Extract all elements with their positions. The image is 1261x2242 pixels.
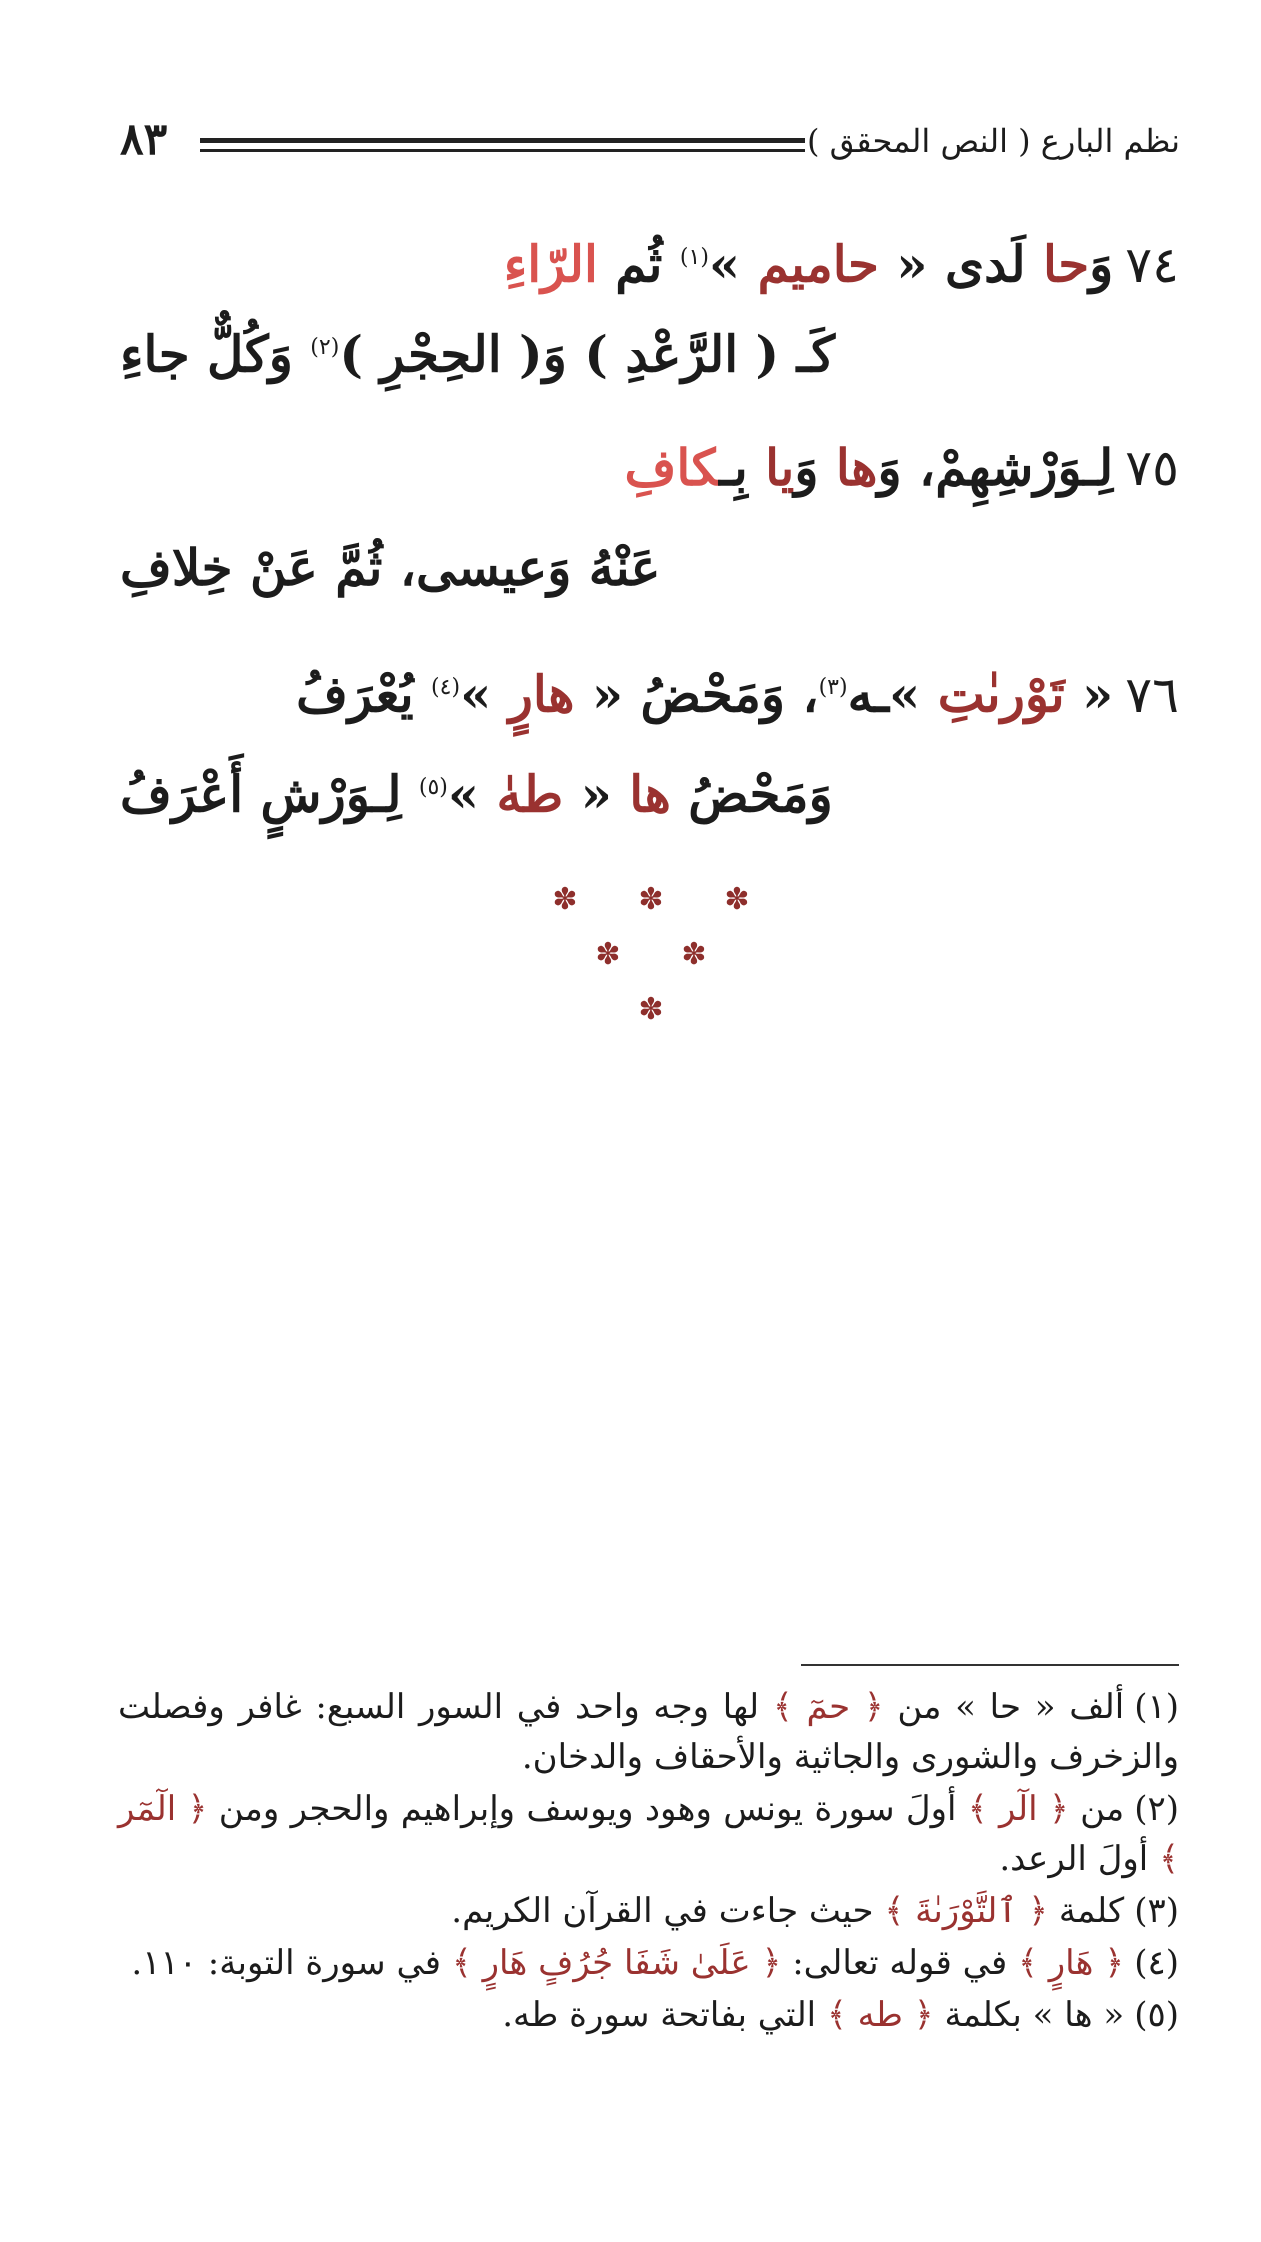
footnotes <box>118 1682 1179 2042</box>
footnote-text: في قوله تعالى: <box>781 1943 1019 1983</box>
quran-quote: ﴿ حمٓ ﴾ <box>772 1687 884 1727</box>
verse-highlight: حا <box>1042 234 1090 294</box>
footnote-marker: (١) <box>679 245 709 270</box>
footnote-marker: (٣) <box>818 675 848 700</box>
page-number: ٨٣ <box>120 114 168 165</box>
quran-quote: ﴿ طه ﴾ <box>826 1995 934 2035</box>
verse-number: ٧٥ <box>1125 439 1179 497</box>
footnote-text: أولَ سورة يونس وهود ويوسف وإبراهيم والحجر ومن <box>207 1789 968 1829</box>
footnote-marker: (٢) <box>310 335 340 360</box>
footnote-text: لها وجه واحد في السور السبع: غافر وفصلت والزخرف والشورى والجاثية والأحقاف والدخان. <box>118 1687 1179 1777</box>
verse-text: وَ <box>1089 234 1114 294</box>
footnote-number: (١) <box>1134 1687 1179 1727</box>
footnote-text: ألف « حا » من <box>883 1687 1125 1727</box>
verse-number: ٧٦ <box>1125 665 1179 724</box>
verse-text: يُعْرَفُ <box>296 664 432 724</box>
quran-quote: ﴿ الٓمٓر ﴾ <box>118 1789 1179 1879</box>
verse-76-first-hemistich <box>120 648 1179 728</box>
verse-75-first-hemistich <box>120 428 1179 508</box>
header-rule <box>200 138 805 152</box>
footnote-text: من <box>1068 1789 1125 1829</box>
verse-text: « <box>1064 664 1114 724</box>
footnote-number: (٢) <box>1134 1789 1180 1829</box>
footnote-marker: (٥) <box>418 775 448 800</box>
verse-highlight: ها <box>835 438 878 497</box>
footnote-number: (٣) <box>1134 1891 1179 1931</box>
verse-text: ثُم <box>597 234 680 294</box>
verse-highlight: يا <box>765 438 795 497</box>
verse-74-second-hemistich <box>120 308 1179 388</box>
verse-75-second-hemistich <box>120 528 1179 608</box>
verse-74-first-hemistich <box>120 218 1179 298</box>
footnote-4 <box>118 1938 1179 1988</box>
header-rule-thick <box>200 138 805 143</box>
verse-text: بِـ <box>719 438 766 497</box>
verse-highlight: طهٰ <box>496 764 564 824</box>
verse-highlight: هارٍ <box>508 664 575 724</box>
footnote-text: التي بفاتحة سورة طه. <box>502 1995 827 2035</box>
separator-star-icon: ✽ <box>638 882 664 917</box>
verse-text: وَكُلٌّ جاءِ <box>120 324 311 384</box>
separator-star-icon: ✽ <box>595 937 621 972</box>
verse-76-second-hemistich <box>120 748 1179 828</box>
verse-highlight: الرّاءِ <box>503 234 598 294</box>
verse-text: « <box>563 764 630 824</box>
header-rule-thin <box>200 149 805 152</box>
footnote-text: في سورة التوبة: ١١٠. <box>131 1943 452 1983</box>
verse-highlight: ها <box>629 764 671 824</box>
separator-star-icon: ✽ <box>552 882 578 917</box>
separator-star-icon: ✽ <box>638 992 664 1027</box>
footnote-marker: (٤) <box>431 675 461 700</box>
separator-star-icon: ✽ <box>681 937 707 972</box>
quran-quote: ﴿ هَارٍ ﴾ <box>1018 1943 1125 1983</box>
verse-text: لَدى « <box>878 234 1043 294</box>
footnote-text: « ها » بكلمة <box>933 1995 1125 2035</box>
quran-quote: ﴿ الٓر ﴾ <box>967 1789 1069 1829</box>
verse-highlight: حاميم <box>757 234 879 294</box>
verse-text: عَنْهُ وَعيسى، ثُمَّ عَنْ خِلافِ <box>120 538 661 597</box>
footnote-text: حيث جاءت في القرآن الكريم. <box>451 1891 885 1931</box>
verse-text: ، وَمَحْضُ « <box>574 664 819 724</box>
footnote-text: أولَ الرعد. <box>999 1839 1160 1879</box>
verse-text: » <box>708 234 758 294</box>
footnote-separator-rule <box>801 1664 1179 1666</box>
verse-text: كَـ ( الرَّعْدِ ) وَ( الحِجْرِ ) <box>339 324 836 384</box>
verse-text: » <box>460 664 509 724</box>
footnote-5 <box>118 1990 1179 2040</box>
verse-text: »ـه <box>847 664 938 724</box>
verse-text: وَ <box>794 438 836 497</box>
footnote-2 <box>118 1784 1179 1884</box>
separator-star-icon: ✽ <box>724 882 750 917</box>
footnote-3 <box>118 1886 1179 1936</box>
footnote-text: كلمة <box>1048 1891 1125 1931</box>
running-title: نظم البارع ( النص المحقق ) <box>806 122 1180 160</box>
verse-highlight: كافِ <box>624 438 720 497</box>
verse-text: » <box>447 764 497 824</box>
page-header <box>120 114 1180 178</box>
verse-highlight: تَوْرىٰتِ <box>937 664 1065 724</box>
verse-text: وَمَحْضُ <box>670 764 833 824</box>
footnote-number: (٥) <box>1134 1995 1179 2035</box>
footnote-1 <box>118 1682 1179 1782</box>
footnote-number: (٤) <box>1134 1943 1179 1983</box>
quran-quote: ﴿ ٱلتَّوْرَىٰةَ ﴾ <box>884 1891 1049 1931</box>
verse-number: ٧٤ <box>1125 235 1179 294</box>
verse-text: لِـوَرْشٍ أَعْرَفُ <box>120 764 419 824</box>
verse-text: لِـوَرْشِهِمْ، وَ <box>877 438 1114 497</box>
quran-quote: ﴿ عَلَىٰ شَفَا جُرُفٍ هَارٍ ﴾ <box>451 1943 782 1983</box>
